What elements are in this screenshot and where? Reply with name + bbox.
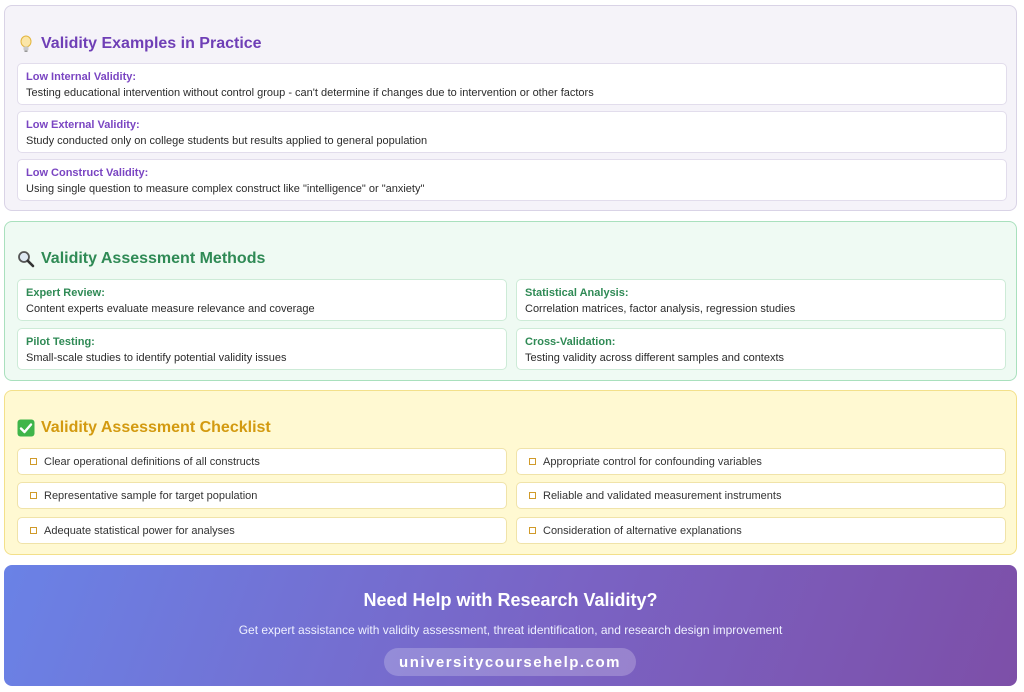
cta-subtitle: Get expert assistance with validity assessment, threat identification, and research design improvement xyxy=(238,623,783,637)
checklist-item-label: Clear operational definitions of all constructs xyxy=(44,455,260,468)
magnifier-icon xyxy=(17,250,35,268)
checklist-item-label: Appropriate control for confounding variables xyxy=(543,455,762,468)
method-card-title: Statistical Analysis: xyxy=(525,287,629,299)
cta-title: Need Help with Research Validity? xyxy=(363,590,658,610)
method-card-desc: Correlation matrices, factor analysis, regression studies xyxy=(525,303,796,315)
method-card-desc: Testing validity across different samples and contexts xyxy=(525,352,785,364)
example-card-desc: Study conducted only on college students but results applied to general population xyxy=(26,135,428,147)
method-card-expert-review xyxy=(17,279,507,321)
assessment-checklist-section xyxy=(4,390,1017,555)
example-card-title: Low Construct Validity: xyxy=(26,167,149,179)
assessment-checklist-heading xyxy=(17,419,271,437)
checklist-item[interactable] xyxy=(516,517,1006,544)
checkbox-icon xyxy=(529,458,536,465)
example-card-construct xyxy=(17,159,1007,201)
example-card-internal xyxy=(17,63,1007,105)
method-card-desc: Content experts evaluate measure relevance and coverage xyxy=(26,303,315,315)
assessment-methods-heading xyxy=(17,250,265,268)
checklist-item[interactable] xyxy=(17,482,507,509)
checklist-item-label: Adequate statistical power for analyses xyxy=(44,524,235,537)
method-card-title: Pilot Testing: xyxy=(26,336,95,348)
checklist-item-label: Reliable and validated measurement instruments xyxy=(543,489,782,502)
method-card-title: Cross-Validation: xyxy=(525,336,616,348)
assessment-methods-section xyxy=(4,221,1017,381)
checklist-item[interactable] xyxy=(17,517,507,544)
method-card-pilot-testing xyxy=(17,328,507,370)
checkbox-icon xyxy=(529,492,536,499)
example-card-desc: Testing educational intervention without control group - can't determine if changes due to intervention or other factors xyxy=(26,87,594,99)
help-cta-banner xyxy=(4,565,1017,686)
example-card-external xyxy=(17,111,1007,153)
example-card-desc: Using single question to measure complex construct like "intelligence" or "anxiety" xyxy=(26,183,425,195)
checklist-item[interactable] xyxy=(516,448,1006,475)
example-card-title: Low External Validity: xyxy=(26,119,140,131)
method-card-cross-validation xyxy=(516,328,1006,370)
example-card-title: Low Internal Validity: xyxy=(26,71,137,83)
validity-examples-section xyxy=(4,5,1017,211)
checklist-item-label: Consideration of alternative explanations xyxy=(543,524,742,537)
check-mark-icon xyxy=(17,419,35,437)
checkbox-icon xyxy=(30,527,37,534)
method-card-statistical-analysis xyxy=(516,279,1006,321)
validity-examples-heading xyxy=(17,35,262,53)
checklist-item[interactable] xyxy=(516,482,1006,509)
website-link-button[interactable]: universitycoursehelp.com xyxy=(384,648,636,676)
checkbox-icon xyxy=(30,458,37,465)
checklist-item[interactable] xyxy=(17,448,507,475)
method-card-desc: Small-scale studies to identify potential validity issues xyxy=(26,352,287,364)
assessment-checklist-title: Validity Assessment Checklist xyxy=(41,419,271,436)
checkbox-icon xyxy=(30,492,37,499)
lightbulb-icon xyxy=(17,35,35,53)
method-card-title: Expert Review: xyxy=(26,287,105,299)
checkbox-icon xyxy=(529,527,536,534)
checklist-item-label: Representative sample for target population xyxy=(44,489,258,502)
validity-examples-title: Validity Examples in Practice xyxy=(41,35,262,52)
assessment-methods-title: Validity Assessment Methods xyxy=(41,250,266,267)
